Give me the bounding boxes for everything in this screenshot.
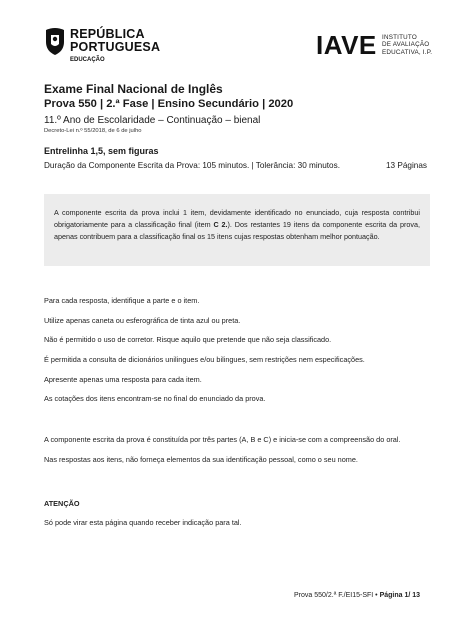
instruction-item: As cotações dos itens encontram-se no final do enunciado da prova. — [44, 394, 266, 403]
coat-of-arms-icon — [44, 26, 66, 56]
page-count: 13 Páginas — [386, 161, 427, 170]
page-footer — [294, 592, 420, 599]
duration-line: Duração da Componente Escrita da Prova: 105 minutos. | Tolerância: 30 minutos. — [44, 161, 340, 170]
decree-line: Decreto-Lei n.º 55/2018, de 6 de julho — [44, 128, 142, 134]
attention-heading: ATENÇÃO — [44, 499, 80, 508]
footer-code: Prova 550/2.ª F./EI15-SFI • — [294, 592, 380, 599]
line-spacing-note: Entrelinha 1,5, sem figuras — [44, 146, 159, 156]
info-text-bold: C 2. — [213, 220, 228, 230]
iave-logo — [316, 32, 436, 60]
educacao-text: EDUCAÇÃO — [70, 57, 105, 63]
note-item: Nas respostas aos itens, não forneça elementos da sua identificação pessoal, como o seu nome. — [44, 455, 358, 464]
iave-sub-line: INSTITUTO — [382, 34, 417, 41]
instruction-item: Não é permitido o uso de corretor. Risque aquilo que pretende que não seja classificado. — [44, 335, 332, 344]
iave-sub-line: EDUCATIVA, I.P. — [382, 48, 433, 56]
portuguesa-text: PORTUGUESA — [70, 40, 161, 54]
republica-text: REPÚBLICA — [70, 27, 145, 41]
exam-year-line: 11.º Ano de Escolaridade – Continuação – bienal — [44, 115, 261, 126]
footer-page-number: Página 1/ 13 — [379, 592, 421, 599]
info-text-part: ). Dos restantes 19 itens da componente escrita da prova, apenas contribuem para a classificação final os 15 itens cujas respostas obtenham melhor pontuação. — [54, 220, 420, 242]
info-box — [44, 194, 430, 266]
instruction-item: Para cada resposta, identifique a parte e o item. — [44, 296, 200, 305]
attention-text: Só pode virar esta página quando receber indicação para tal. — [44, 518, 242, 527]
instruction-item: Utilize apenas caneta ou esferográfica de tinta azul ou preta. — [44, 316, 241, 325]
iave-subtitle — [382, 34, 432, 56]
exam-code-line: Prova 550 | 2.ª Fase | Ensino Secundário | 2020 — [44, 98, 294, 110]
iave-sub-line: DE AVALIAÇÃO — [382, 41, 430, 49]
iave-wordmark: IAVE — [316, 30, 377, 60]
info-box-text — [54, 207, 420, 244]
instruction-item: É permitida a consulta de dicionários unilingues e/ou bilingues, sem restrições nem especificações. — [44, 355, 365, 364]
note-item: A componente escrita da prova é constituída por três partes (A, B e C) e inicia-se com a compreensão do oral. — [44, 435, 401, 444]
exam-title: Exame Final Nacional de Inglês — [44, 82, 223, 96]
info-text-part: A componente escrita da prova inclui 1 item, devidamente identificado no enunciado, cuja resposta contribui obrigatoriamente para a classificação final (item — [54, 208, 420, 230]
republica-portuguesa-logo — [44, 24, 184, 66]
instruction-item: Apresente apenas uma resposta para cada item. — [44, 375, 202, 384]
